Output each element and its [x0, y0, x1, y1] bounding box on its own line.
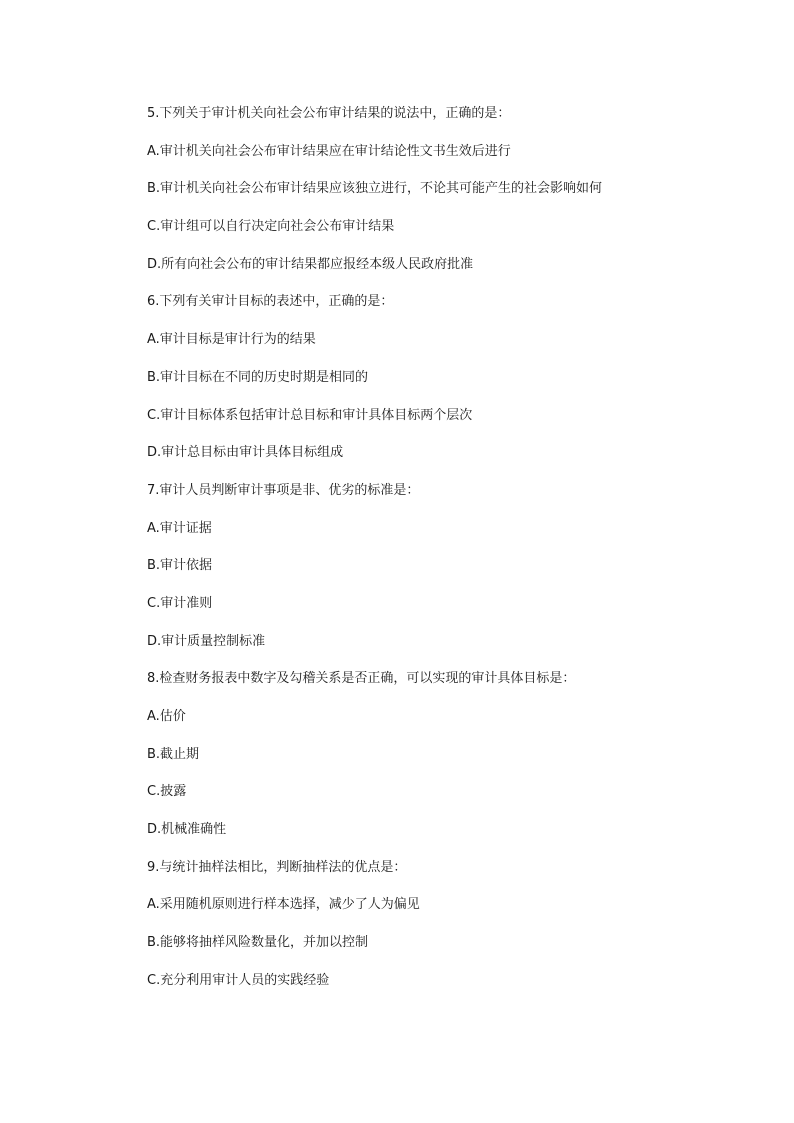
question-6-option-b: B.审计目标在不同的历史时期是相同的 [147, 369, 369, 385]
question-5-stem: 5.下列关于审计机关向社会公布审计结果的说法中，正确的是： [147, 106, 511, 121]
question-8-option-a: A.估价 [147, 709, 186, 724]
question-5-option-b: B.审计机关向社会公布审计结果应该独立进行，不论其可能产生的社会影响如何 [147, 181, 603, 197]
question-8-option-b: B.截止期 [147, 746, 200, 762]
question-6-option-d: D.审计总目标由审计具体目标组成 [147, 445, 344, 461]
document-body [147, 101, 767, 1006]
question-9-option-c: C.充分利用审计人员的实践经验 [147, 972, 330, 988]
question-7-option-b: B.审计依据 [147, 558, 213, 574]
question-7-option-a: A.审计证据 [147, 520, 212, 536]
question-7-option-d: D.审计质量控制标准 [147, 633, 266, 649]
question-6-stem: 6.下列有关审计目标的表述中，正确的是： [147, 294, 394, 310]
question-5-option-d: D.所有向社会公布的审计结果都应报经本级人民政府批准 [147, 256, 474, 272]
question-5-option-c: C.审计组可以自行决定向社会公布审计结果 [147, 219, 395, 235]
question-7-stem: 7.审计人员判断审计事项是非、优劣的标准是： [147, 482, 420, 498]
question-7-option-c: C.审计准则 [147, 595, 213, 611]
question-8-option-c: C.披露 [147, 784, 187, 800]
question-9-option-b: B.能够将抽样风险数量化，并加以控制 [147, 935, 369, 951]
question-5-option-a: A.审计机关向社会公布审计结果应在审计结论性文书生效后进行 [147, 143, 511, 159]
question-8-option-d: D.机械准确性 [147, 822, 227, 838]
question-9-stem: 9.与统计抽样法相比，判断抽样法的优点是： [147, 859, 407, 875]
question-6-option-c: C.审计目标体系包括审计总目标和审计具体目标两个层次 [147, 407, 473, 423]
question-9-option-a: A.采用随机原则进行样本选择，减少了人为偏见 [147, 897, 420, 913]
question-8-stem: 8.检查财务报表中数字及勾稽关系是否正确，可以实现的审计具体目标是： [147, 671, 576, 687]
question-6-option-a: A.审计目标是审计行为的结果 [147, 332, 316, 348]
